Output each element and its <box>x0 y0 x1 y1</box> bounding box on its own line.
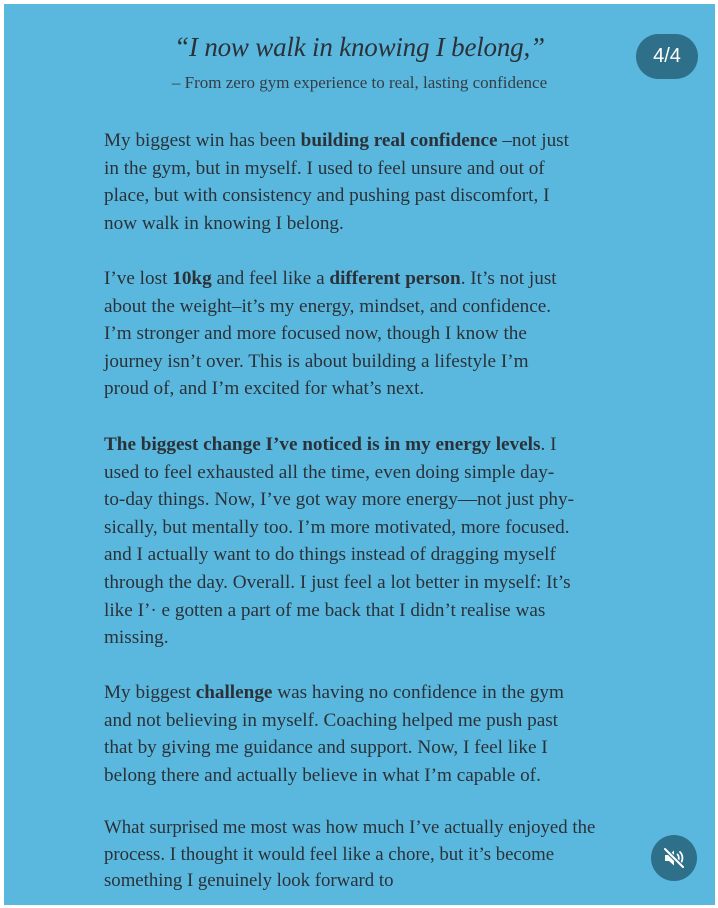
paragraph-line: proud of, and I’m excited for what’s next. <box>104 378 425 400</box>
paragraph-line: belong there and actually believe in what I’m capable of. <box>104 764 541 786</box>
paragraph-line: place, but with consistency and pushing past discomfort, I <box>104 185 550 207</box>
mute-toggle-button[interactable] <box>651 835 697 881</box>
paragraph-line: now walk in knowing I belong. <box>104 212 344 234</box>
testimonial-subtitle: – From zero gym experience to real, lasting confidence <box>171 73 548 92</box>
paragraph-line: What surprised me most was how much I’ve actually enjoyed the <box>104 817 596 838</box>
testimonial-headline: “I now walk in knowing I belong,” <box>174 32 545 62</box>
slide-page-counter: 4/4 <box>636 34 698 79</box>
paragraph-surprise <box>104 815 664 895</box>
paragraph-line: to-day things. Now, I’ve got way more energy—not just phy- <box>104 489 575 511</box>
paragraph-biggest-challenge <box>104 679 644 789</box>
emphasis-text: 10kg <box>172 268 212 289</box>
paragraph-line: through the day. Overall. I just feel a lot better in myself: It’s <box>104 571 571 593</box>
paragraph-weight-loss <box>104 265 644 403</box>
paragraph-line: I’ve lost 10kg and feel like a different person. It’s not just <box>104 268 557 289</box>
paragraph-line: and I actually want to do things instead of dragging myself <box>104 544 556 566</box>
paragraph-line: missing. <box>104 627 169 649</box>
paragraph-line: something I genuinely look forward to <box>104 870 394 892</box>
paragraph-line: like I’· e gotten a part of me back that I didn’t realise was <box>104 599 546 621</box>
paragraph-line: I’m stronger and more focused now, though I know the <box>104 323 527 345</box>
paragraph-line: journey isn’t over. This is about building a lifestyle I’m <box>104 350 529 372</box>
emphasis-text: different person <box>329 268 461 289</box>
emphasis-text: building real confidence <box>300 130 498 151</box>
paragraph-line: The biggest change I’ve noticed is in my energy levels. I <box>104 434 557 455</box>
paragraph-line: used to feel exhausted all the time, even doing simple day- <box>104 461 555 483</box>
emphasis-text: challenge <box>195 682 273 703</box>
paragraph-line: in the gym, but in myself. I used to feel unsure and out of <box>104 157 545 179</box>
paragraph-energy-change <box>104 431 644 652</box>
paragraph-line: process. I thought it would feel like a chore, but it’s become <box>104 843 555 865</box>
emphasis-text: The biggest change I’ve noticed is in my energy levels <box>104 434 541 455</box>
paragraph-line: sically, but mentally too. I’m more motivated, more focused. <box>104 516 570 538</box>
paragraph-line: My biggest challenge was having no confidence in the gym <box>104 682 564 703</box>
paragraph-line: and not believing in myself. Coaching helped me push past <box>104 709 559 731</box>
paragraph-line: My biggest win has been building real confidence –not just <box>104 130 569 151</box>
paragraph-biggest-win <box>104 127 644 237</box>
paragraph-line: that by giving me guidance and support. Now, I feel like I <box>104 737 548 759</box>
testimonial-slide <box>4 4 715 905</box>
speaker-muted-icon <box>662 846 686 870</box>
paragraph-line: about the weight–it’s my energy, mindset, and confidence. <box>104 295 552 317</box>
